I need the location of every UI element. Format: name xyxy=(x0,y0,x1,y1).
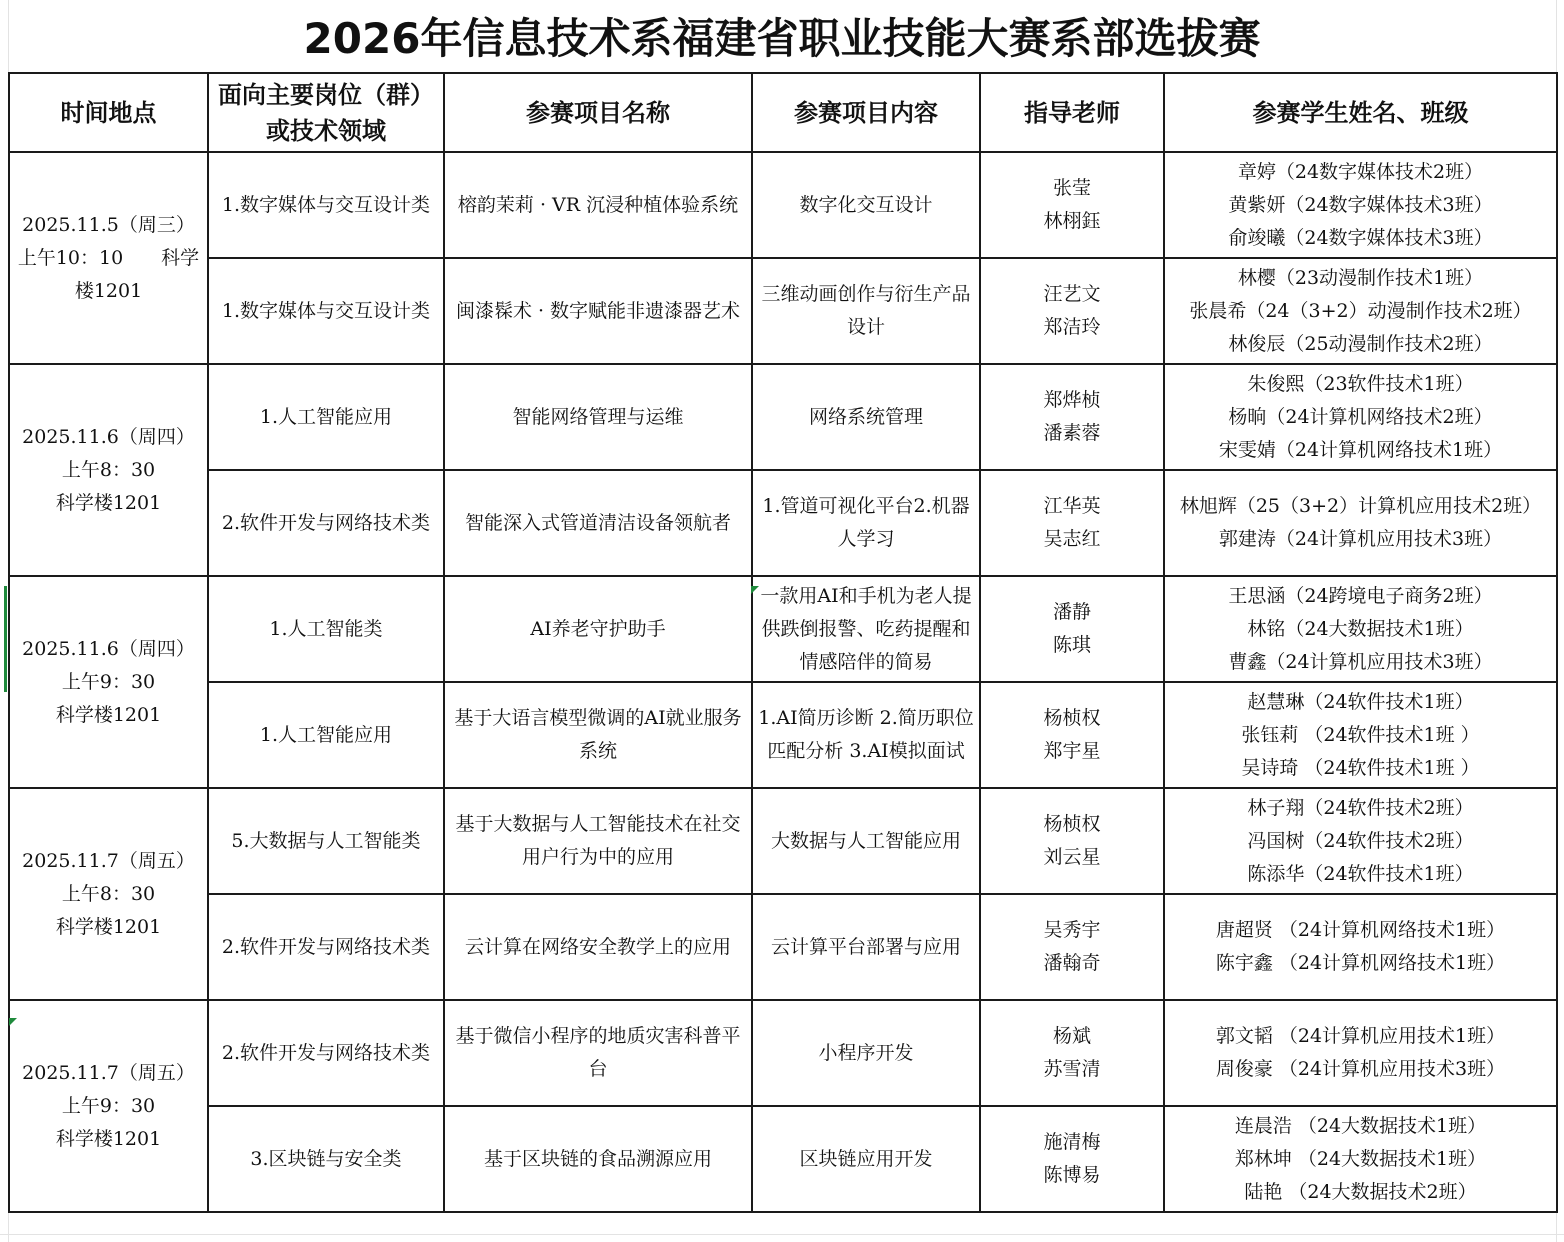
time-place-line: 科学楼1201 xyxy=(55,703,162,726)
cell-project-name-text: 闽漆髹术 · 数字赋能非遗漆器艺术 xyxy=(455,299,741,322)
table-row xyxy=(9,152,1557,258)
cell-position[interactable] xyxy=(208,1000,444,1106)
cell-project-name[interactable] xyxy=(444,682,752,788)
time-place-line: 科学楼1201 xyxy=(55,491,162,514)
header-project-name[interactable]: 参赛项目名称 xyxy=(444,73,752,152)
teacher-name: 陈琪 xyxy=(1052,634,1091,656)
cell-project-name[interactable] xyxy=(444,152,752,258)
table-row xyxy=(9,1106,1557,1212)
cell-project-name[interactable] xyxy=(444,470,752,576)
time-place-line: 2025.11.6（周四） xyxy=(22,637,195,660)
cell-project-name-text: 榕韵茉莉 · VR 沉浸种植体验系统 xyxy=(457,193,739,216)
cell-time-place[interactable] xyxy=(9,788,208,1000)
teacher-name: 潘翰奇 xyxy=(1043,952,1101,974)
cell-project-content-text: 小程序开发 xyxy=(818,1041,914,1064)
cell-project-content-text: 大数据与人工智能应用 xyxy=(770,829,961,852)
cell-students[interactable] xyxy=(1164,258,1557,364)
student-entry: 陆艳 （24大数据技术2班） xyxy=(1244,1180,1477,1203)
student-entry: 陈宇鑫 （24计算机网络技术1班） xyxy=(1215,952,1506,974)
teacher-name: 吴志红 xyxy=(1043,528,1101,550)
time-place-line: 科学楼1201 xyxy=(55,915,162,938)
cell-position[interactable] xyxy=(208,258,444,364)
grid-line xyxy=(0,1234,1564,1235)
cell-project-content[interactable] xyxy=(752,152,980,258)
student-entry: 曹鑫（24计算机应用技术3班） xyxy=(1228,650,1493,673)
student-entry: 林子翔（24软件技术2班） xyxy=(1247,796,1474,819)
cell-teachers[interactable] xyxy=(980,1000,1164,1106)
header-row xyxy=(9,73,1557,152)
teacher-name: 刘云星 xyxy=(1043,846,1101,868)
cell-teachers[interactable] xyxy=(980,1106,1164,1212)
teacher-name: 张莹 xyxy=(1052,177,1091,199)
cell-position[interactable] xyxy=(208,364,444,470)
cell-students[interactable] xyxy=(1164,1106,1557,1212)
header-project-content[interactable]: 参赛项目内容 xyxy=(752,73,980,152)
time-place-line: 2025.11.7（周五） xyxy=(22,849,195,872)
cell-project-name[interactable] xyxy=(444,788,752,894)
student-entry: 王思涵（24跨境电子商务2班） xyxy=(1228,584,1493,607)
cell-position[interactable] xyxy=(208,682,444,788)
teacher-name: 吴秀宇 xyxy=(1043,919,1101,941)
cell-position-text: 1.数字媒体与交互设计类 xyxy=(221,193,431,216)
table-row xyxy=(9,364,1557,470)
cell-students[interactable] xyxy=(1164,470,1557,576)
cell-project-name-text: 智能深入式管道清洁设备领航者 xyxy=(464,511,731,534)
table-row xyxy=(9,258,1557,364)
student-entry: 连晨浩 （24大数据技术1班） xyxy=(1234,1114,1487,1137)
cell-teachers[interactable] xyxy=(980,576,1164,682)
cell-project-name-text: AI养老守护助手 xyxy=(530,617,666,640)
cell-teachers[interactable] xyxy=(980,894,1164,1000)
student-entry: 林铭（24大数据技术1班） xyxy=(1247,617,1474,640)
teacher-name: 汪艺文 xyxy=(1043,283,1101,305)
student-entry: 吴诗琦 （24软件技术1班 ） xyxy=(1241,756,1480,779)
cell-project-content-text: 1.管道可视化平台2.机器人学习 xyxy=(762,495,970,550)
student-entry: 林旭辉（25（3+2）计算机应用技术2班） xyxy=(1179,495,1542,517)
cell-position[interactable] xyxy=(208,788,444,894)
teacher-name: 杨斌 xyxy=(1052,1025,1091,1047)
cell-project-name-text: 云计算在网络安全教学上的应用 xyxy=(464,935,731,958)
cell-project-content-text: 三维动画创作与衍生产品设计 xyxy=(761,283,971,338)
header-teachers[interactable]: 指导老师 xyxy=(980,73,1164,152)
time-place-line: 科学楼1201 xyxy=(55,1127,162,1150)
cell-project-content-text: 云计算平台部署与应用 xyxy=(770,935,961,958)
table-row xyxy=(9,576,1557,682)
student-entry: 赵慧琳（24软件技术1班） xyxy=(1247,690,1474,713)
time-place-line: 上午8：30 xyxy=(61,882,156,905)
cell-time-place[interactable] xyxy=(9,1000,208,1212)
cell-position-text: 1.人工智能应用 xyxy=(259,405,393,428)
cell-position[interactable] xyxy=(208,576,444,682)
cell-project-content[interactable] xyxy=(752,682,980,788)
student-entry: 周俊豪 （24计算机应用技术3班） xyxy=(1215,1058,1506,1080)
cell-project-name[interactable] xyxy=(444,1106,752,1212)
teacher-name: 苏雪清 xyxy=(1043,1058,1101,1080)
header-time-place[interactable]: 时间地点 xyxy=(9,73,208,152)
cell-students[interactable] xyxy=(1164,152,1557,258)
selection-accent xyxy=(4,586,7,692)
student-entry: 黄紫妍（24数字媒体技术3班） xyxy=(1228,193,1493,216)
cell-time-place[interactable] xyxy=(9,364,208,576)
teacher-name: 郑宇星 xyxy=(1043,740,1101,762)
table-row xyxy=(9,1000,1557,1106)
cell-position[interactable] xyxy=(208,470,444,576)
student-entry: 张晨希（24（3+2）动漫制作技术2班） xyxy=(1189,299,1532,322)
teacher-name: 杨桢权 xyxy=(1043,813,1101,835)
cell-position[interactable] xyxy=(208,1106,444,1212)
cell-project-content-text: 数字化交互设计 xyxy=(799,193,933,216)
cell-students[interactable] xyxy=(1164,1000,1557,1106)
teacher-name: 潘静 xyxy=(1052,601,1091,623)
time-place-line: 2025.11.6（周四） xyxy=(22,425,195,448)
student-entry: 林樱（23动漫制作技术1班） xyxy=(1237,266,1484,289)
time-place-line: 上午10：10 科学楼1201 xyxy=(17,246,200,302)
cell-project-content[interactable] xyxy=(752,470,980,576)
cell-position-text: 1.人工智能类 xyxy=(269,617,383,640)
teacher-name: 郑烨桢 xyxy=(1043,389,1101,411)
cell-position-text: 1.数字媒体与交互设计类 xyxy=(221,299,431,322)
cell-position-text: 3.区块链与安全类 xyxy=(250,1147,402,1170)
cell-position-text: 2.软件开发与网络技术类 xyxy=(221,935,431,958)
cell-teachers[interactable] xyxy=(980,364,1164,470)
time-place-line: 上午9：30 xyxy=(61,1094,156,1117)
table-row xyxy=(9,788,1557,894)
cell-position[interactable] xyxy=(208,894,444,1000)
cell-students[interactable] xyxy=(1164,576,1557,682)
cell-project-content-text: 一款用AI和手机为老人提供跌倒报警、吃药提醒和情感陪伴的简易 xyxy=(760,584,972,673)
cell-teachers[interactable] xyxy=(980,258,1164,364)
student-entry: 郭文韬 （24计算机应用技术1班） xyxy=(1215,1025,1506,1047)
cell-project-name[interactable] xyxy=(444,258,752,364)
teacher-name: 杨桢权 xyxy=(1043,707,1101,729)
table-row xyxy=(9,894,1557,1000)
student-entry: 冯国树（24软件技术2班） xyxy=(1247,829,1474,852)
teacher-name: 施清梅 xyxy=(1043,1131,1101,1153)
header-students[interactable]: 参赛学生姓名、班级 xyxy=(1164,73,1557,152)
student-entry: 朱俊熙（23软件技术1班） xyxy=(1247,372,1474,395)
header-position[interactable]: 面向主要岗位（群）或技术领域 xyxy=(208,73,444,152)
cell-teachers[interactable] xyxy=(980,470,1164,576)
cell-project-content[interactable] xyxy=(752,364,980,470)
cell-comment-marker xyxy=(9,1018,17,1026)
cell-students[interactable] xyxy=(1164,364,1557,470)
cell-project-name[interactable] xyxy=(444,576,752,682)
student-entry: 唐超贤 （24计算机网络技术1班） xyxy=(1215,919,1506,941)
teacher-name: 林栩鈺 xyxy=(1043,210,1101,232)
cell-project-content[interactable] xyxy=(752,258,980,364)
cell-comment-marker xyxy=(751,586,759,594)
cell-students[interactable] xyxy=(1164,788,1557,894)
cell-position-text: 2.软件开发与网络技术类 xyxy=(221,511,431,534)
cell-students[interactable] xyxy=(1164,682,1557,788)
cell-project-content[interactable] xyxy=(752,1106,980,1212)
cell-project-content[interactable] xyxy=(752,576,980,682)
cell-project-name[interactable] xyxy=(444,364,752,470)
table-row xyxy=(9,470,1557,576)
cell-project-content-text: 区块链应用开发 xyxy=(799,1147,933,1170)
teacher-name: 潘素蓉 xyxy=(1043,422,1101,444)
time-place-line: 2025.11.7（周五） xyxy=(22,1061,195,1084)
cell-project-name[interactable] xyxy=(444,894,752,1000)
cell-teachers[interactable] xyxy=(980,682,1164,788)
cell-position-text: 5.大数据与人工智能类 xyxy=(231,829,421,852)
cell-project-name-text: 基于大数据与人工智能技术在社交用户行为中的应用 xyxy=(455,813,741,868)
student-entry: 宋雯婧（24计算机网络技术1班） xyxy=(1218,438,1503,461)
cell-project-content-text: 网络系统管理 xyxy=(808,405,923,428)
cell-project-name-text: 基于微信小程序的地质灾害科普平台 xyxy=(455,1025,741,1080)
teacher-name: 陈博易 xyxy=(1043,1164,1101,1186)
cell-time-place[interactable] xyxy=(9,576,208,788)
student-entry: 章婷（24数字媒体技术2班） xyxy=(1237,160,1484,183)
student-entry: 林俊辰（25动漫制作技术2班） xyxy=(1228,332,1493,355)
page-title: 2026年信息技术系福建省职业技能大赛系部选拔赛 xyxy=(303,14,1261,63)
teacher-name: 郑洁玲 xyxy=(1043,316,1101,338)
table-row xyxy=(9,682,1557,788)
cell-project-content[interactable] xyxy=(752,1000,980,1106)
schedule-table xyxy=(8,72,1558,1213)
teacher-name: 江华英 xyxy=(1043,495,1101,517)
cell-position-text: 2.软件开发与网络技术类 xyxy=(221,1041,431,1064)
time-place-line: 上午9：30 xyxy=(61,670,156,693)
cell-position-text: 1.人工智能应用 xyxy=(259,723,393,746)
student-entry: 张钰莉 （24软件技术1班 ） xyxy=(1241,723,1480,746)
cell-project-name-text: 基于大语言模型微调的AI就业服务系统 xyxy=(454,707,742,762)
student-entry: 陈添华（24软件技术1班） xyxy=(1247,862,1474,885)
cell-project-name[interactable] xyxy=(444,1000,752,1106)
time-place-line: 上午8：30 xyxy=(61,458,156,481)
student-entry: 郭建涛（24计算机应用技术3班） xyxy=(1218,528,1503,550)
cell-students[interactable] xyxy=(1164,894,1557,1000)
cell-project-name-text: 智能网络管理与运维 xyxy=(512,405,684,428)
cell-position[interactable] xyxy=(208,152,444,258)
student-entry: 杨晌（24计算机网络技术2班） xyxy=(1228,405,1493,428)
time-place-line: 2025.11.5（周三） xyxy=(22,213,195,236)
student-entry: 俞竣曦（24数字媒体技术3班） xyxy=(1228,226,1493,249)
cell-teachers[interactable] xyxy=(980,152,1164,258)
cell-project-content[interactable] xyxy=(752,788,980,894)
cell-time-place[interactable] xyxy=(9,152,208,364)
student-entry: 郑林坤 （24大数据技术1班） xyxy=(1234,1147,1487,1170)
cell-project-name-text: 基于区块链的食品溯源应用 xyxy=(483,1147,712,1170)
cell-teachers[interactable] xyxy=(980,788,1164,894)
cell-project-content[interactable] xyxy=(752,894,980,1000)
cell-project-content-text: 1.AI简历诊断 2.简历职位匹配分析 3.AI模拟面试 xyxy=(758,707,974,762)
